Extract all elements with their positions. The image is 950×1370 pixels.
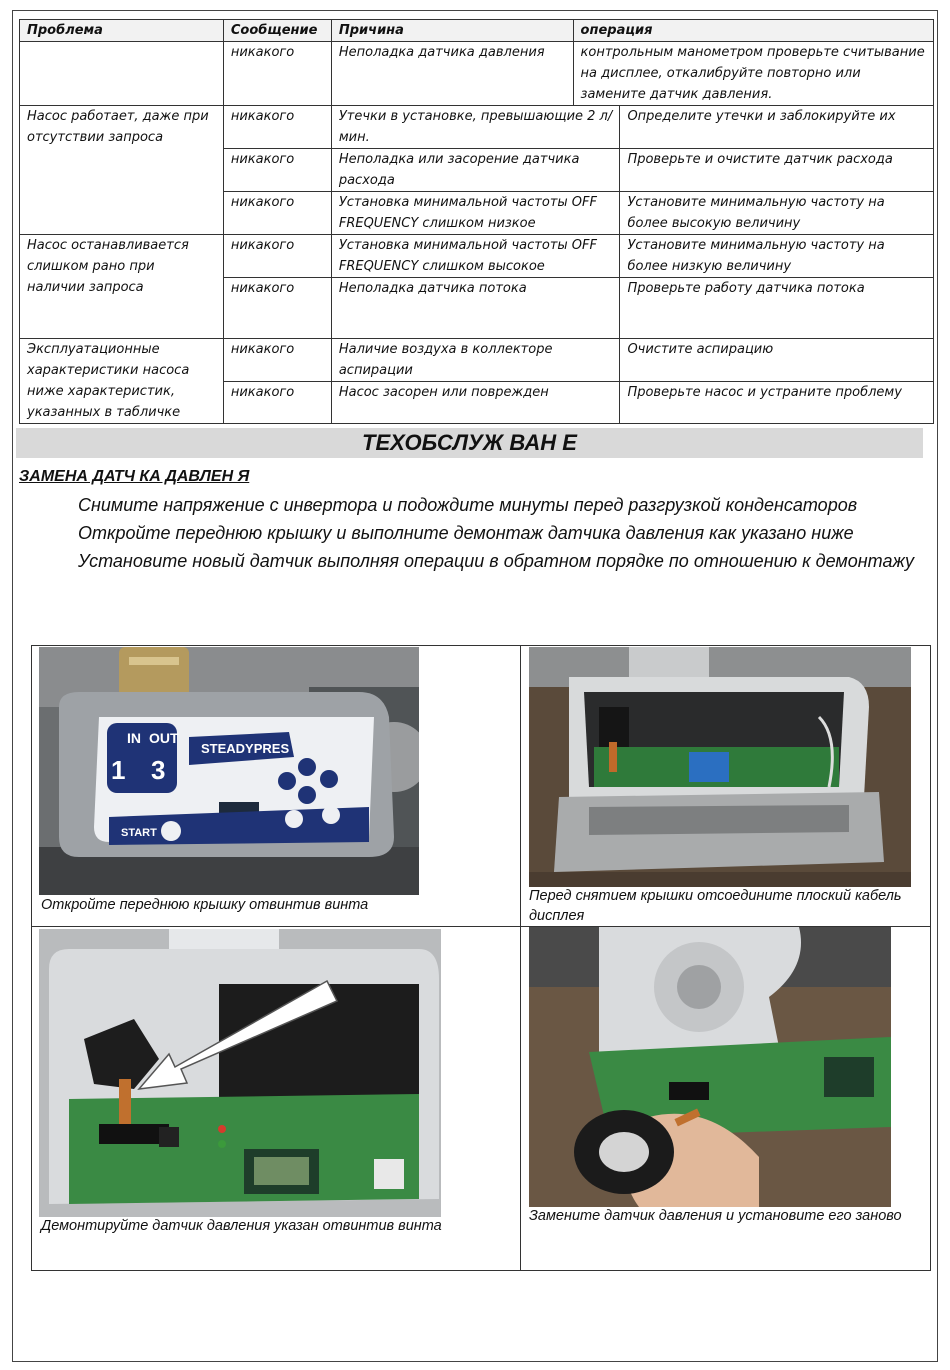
cause-cell: Утечки в установке, превышающие 2 л/мин. <box>331 106 620 149</box>
cause-cell: Неполадка или засорение датчика расхода <box>331 149 620 192</box>
photo-grid <box>31 645 931 1271</box>
photo-replace-sensor <box>529 927 891 1207</box>
section-title: ТЕХОБСЛУЖ ВАН Е <box>362 430 577 455</box>
header-message: Сообщение <box>223 20 331 42</box>
table-row <box>20 106 934 149</box>
cause-cell: Неполадка датчика давления <box>331 42 573 106</box>
message-cell: никакого <box>223 106 331 149</box>
photo-controller-front <box>39 647 419 895</box>
message-cell: никакого <box>223 149 331 192</box>
table-row <box>20 235 934 278</box>
header-problem: Проблема <box>20 20 224 42</box>
in-label: IN <box>127 730 141 746</box>
action-cell: Очистите аспирацию <box>620 339 934 382</box>
problem-cell: Насос работает, даже при отсутствии запроса <box>20 106 224 235</box>
problem-cell: Эксплуатационные характеристики насоса ниже характеристик, указанных в табличке <box>20 339 224 424</box>
action-cell: Проверьте работу датчика потока <box>620 278 934 339</box>
header-action: операция <box>573 20 933 42</box>
message-cell: никакого <box>223 42 331 106</box>
three-label: 3 <box>151 755 166 785</box>
action-cell: Установите минимальную частоту на более низкую величину <box>620 235 934 278</box>
section-title-bar <box>16 428 923 458</box>
grid-divider <box>520 646 521 1270</box>
header-cause: Причина <box>331 20 573 42</box>
action-cell: Определите утечки и заблокируйте их <box>620 106 934 149</box>
table-row <box>20 339 934 382</box>
action-cell: Установите минимальную частоту на более высокую величину <box>620 192 934 235</box>
message-cell: никакого <box>223 339 331 382</box>
one-label: 1 <box>111 755 126 785</box>
message-cell: никакого <box>223 278 331 339</box>
message-cell: никакого <box>223 235 331 278</box>
out-label: OUT <box>149 730 179 746</box>
action-cell: Проверьте насос и устраните проблему <box>620 382 934 424</box>
caption-3: Демонтируйте датчик давления указан отвинтив винта <box>41 1218 442 1234</box>
table-row <box>20 42 934 106</box>
caption-1: Откройте переднюю крышку отвинтив винта <box>41 897 369 913</box>
photo-open-cover <box>529 647 911 887</box>
step-3: Установите новый датчик выполняя операции в обратном порядке по отношению к демонтажу <box>78 551 915 571</box>
table-header-row <box>20 20 934 42</box>
cause-cell: Неполадка датчика потока <box>331 278 620 339</box>
action-cell: Проверьте и очистите датчик расхода <box>620 149 934 192</box>
photo-sensor-location <box>39 929 441 1217</box>
step-1: Снимите напряжение с инвертора и подождите минуты перед разгрузкой конденсаторов <box>78 495 858 515</box>
problem-cell: Насос останавливается слишком рано при наличии запроса <box>20 235 224 339</box>
steps-list <box>78 493 928 577</box>
cause-cell: Установка минимальной частоты OFF FREQUENCY слишком высокое <box>331 235 620 278</box>
action-cell: контрольным манометром проверьте считывание на дисплее, откалибруйте повторно или замените датчик давления. <box>573 42 933 106</box>
cause-cell: Насос засорен или поврежден <box>331 382 620 424</box>
caption-4: Замените датчик давления и установите его заново <box>529 1208 902 1224</box>
problem-cell <box>20 42 224 106</box>
message-cell: никакого <box>223 192 331 235</box>
subsection-title: ЗАМЕНА ДАТЧ КА ДАВЛЕН Я <box>19 468 250 485</box>
start-label: START <box>121 827 157 839</box>
cause-cell: Наличие воздуха в коллекторе аспирации <box>331 339 620 382</box>
step-2: Откройте переднюю крышку и выполните демонтаж датчика давления как указано ниже <box>78 523 854 543</box>
brand-label: STEADYPRES <box>201 741 290 756</box>
caption-2: Перед снятием крышки отсоедините плоский кабель дисплея <box>529 888 902 924</box>
troubleshooting-table <box>19 19 934 424</box>
cause-cell: Установка минимальной частоты OFF FREQUENCY слишком низкое <box>331 192 620 235</box>
message-cell: никакого <box>223 382 331 424</box>
